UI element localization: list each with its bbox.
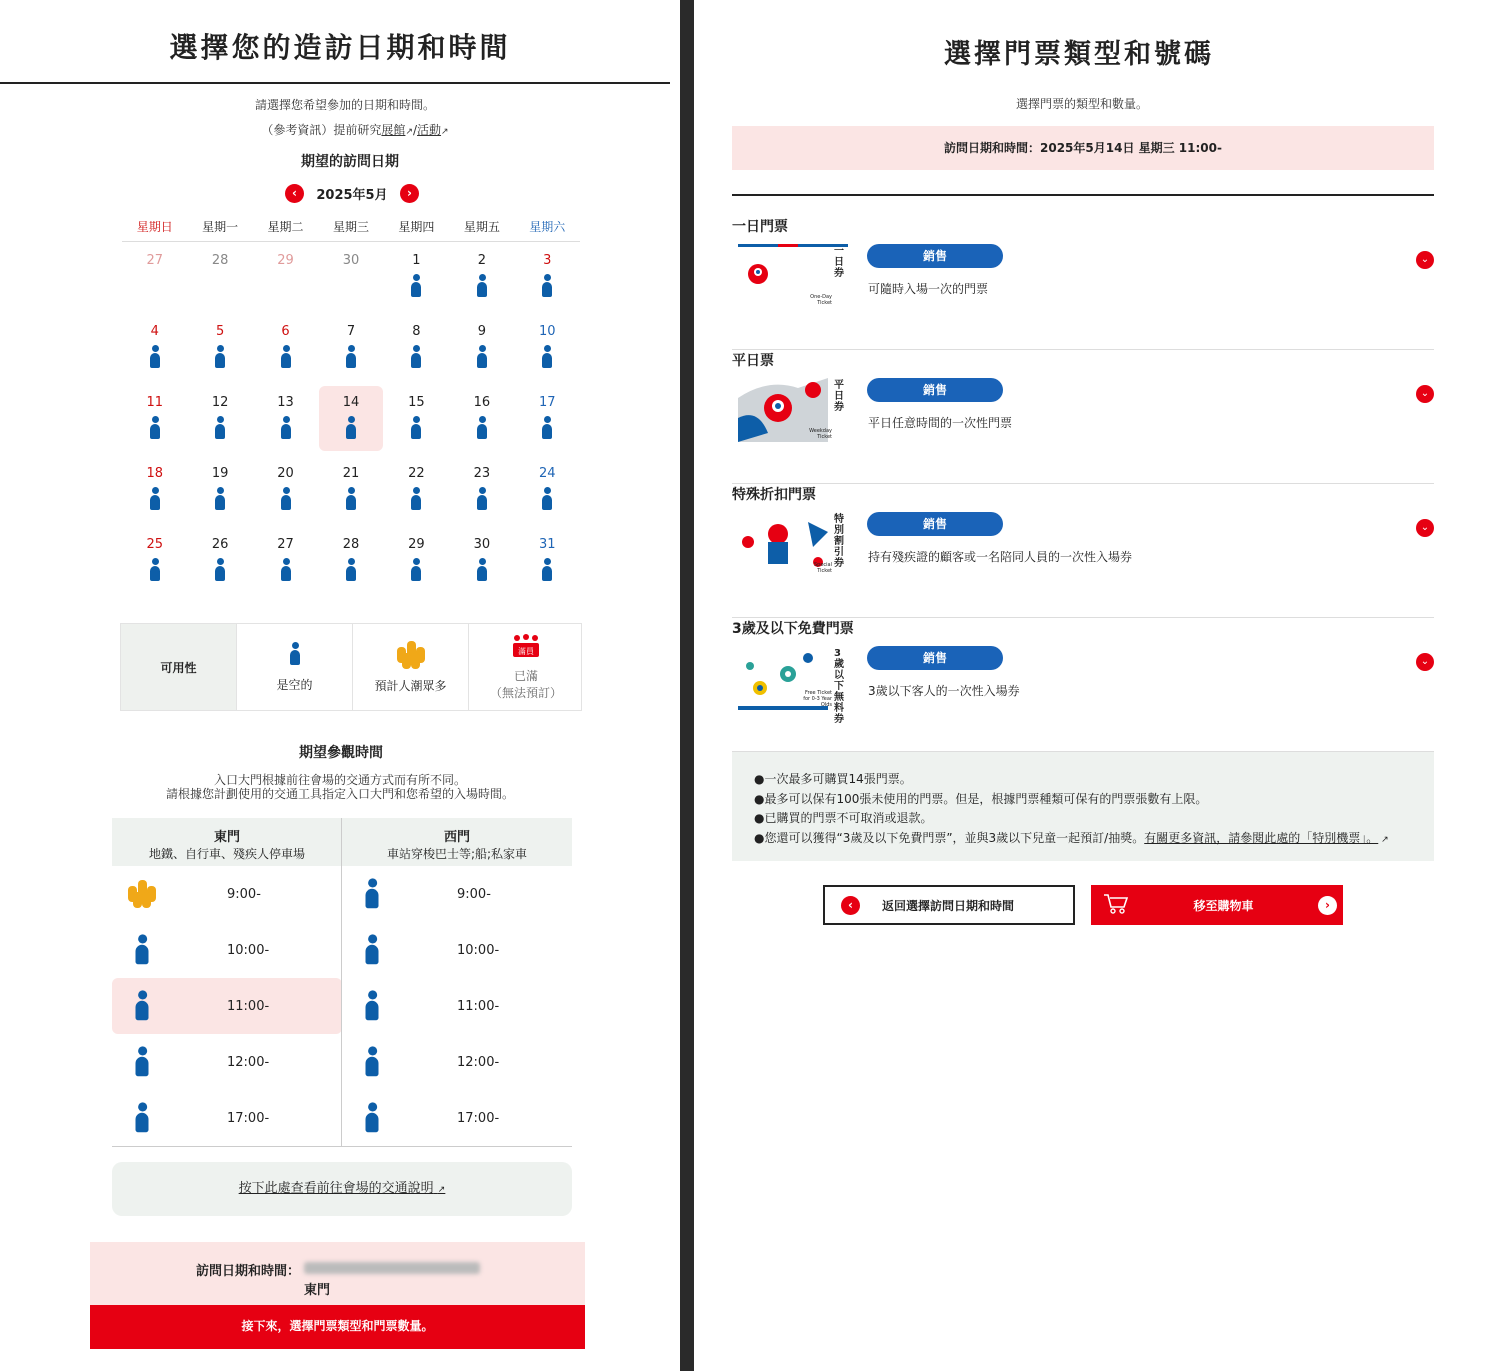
- calendar-day[interactable]: [122, 313, 187, 384]
- external-link-icon: ↗: [1378, 834, 1389, 845]
- time-note-2: 請根據您計劃使用的交通工具指定入口大門和您希望的入場時間。: [165, 787, 514, 801]
- availability-legend: [120, 623, 582, 711]
- calendar-day[interactable]: [384, 313, 449, 384]
- calendar-day[interactable]: [122, 526, 187, 597]
- person-icon: [346, 558, 356, 582]
- time-slot[interactable]: [342, 1034, 572, 1090]
- back-button[interactable]: [823, 885, 1075, 925]
- weekday-6: 星期六: [529, 220, 566, 234]
- title-divider: [0, 82, 670, 84]
- time-slot[interactable]: [112, 978, 342, 1034]
- month-navigation: [285, 182, 419, 204]
- calendar-day[interactable]: [253, 455, 318, 526]
- page-title: 選擇門票類型和號碼: [944, 39, 1214, 70]
- calendar-day[interactable]: [253, 526, 318, 597]
- summary-gate: 東門: [304, 1283, 331, 1298]
- chevron-left-icon: ‹: [841, 896, 860, 915]
- day-number: 22: [408, 466, 425, 481]
- ticket-description: 平日任意時間的一次性門票: [868, 416, 1013, 430]
- person-icon: [150, 416, 160, 440]
- day-number: 24: [539, 466, 556, 481]
- time-label: 12:00-: [457, 1054, 500, 1070]
- calendar-day[interactable]: [515, 242, 580, 313]
- next-step-button[interactable]: 接下來，選擇門票類型和門票數量。: [90, 1305, 585, 1349]
- ticket-image-en: One-Day Ticket: [810, 294, 832, 306]
- person-icon: [215, 558, 225, 582]
- person-icon: [290, 642, 300, 666]
- sale-badge: 銷售: [867, 646, 1003, 670]
- calendar-day[interactable]: [449, 313, 514, 384]
- crowd-icon: [112, 880, 172, 908]
- person-icon: [281, 416, 291, 440]
- time-label: 17:00-: [457, 1110, 500, 1126]
- person-icon: [112, 1106, 172, 1130]
- note-item: ●一次最多可購買14張門票。: [754, 772, 912, 786]
- sale-badge: 銷售: [867, 244, 1003, 268]
- ticket-name: 平日票: [732, 353, 774, 369]
- time-slot[interactable]: [112, 866, 342, 922]
- pavilion-link[interactable]: 展館: [381, 123, 406, 137]
- ticket-image: [738, 512, 848, 576]
- legend-available-label: 是空的: [276, 677, 313, 692]
- ticket-image-label: 3歲以下無料券: [834, 648, 844, 725]
- day-number: 8: [412, 324, 421, 339]
- day-number: 16: [473, 395, 491, 410]
- time-slot[interactable]: [342, 1090, 572, 1146]
- ticket-item[interactable]: [732, 618, 1434, 752]
- external-link-icon: ↗: [405, 127, 413, 137]
- time-label: 10:00-: [457, 942, 500, 958]
- ticket-name: 特殊折扣門票: [732, 487, 816, 503]
- gate-east-name: 東門: [213, 830, 240, 845]
- ticket-name: 一日門票: [732, 219, 788, 235]
- ticket-description: 3歲以下客人的一次性入場券: [868, 684, 1020, 698]
- time-slot[interactable]: [342, 978, 572, 1034]
- person-icon: [477, 487, 487, 511]
- day-number: 23: [473, 466, 491, 481]
- reference-sep: /: [412, 123, 418, 137]
- person-icon: [346, 487, 356, 511]
- page-title: 選擇您的造訪日期和時間: [169, 31, 511, 64]
- gate-east-sub: 地鐵、自行車、殘疾人停車場: [148, 847, 305, 861]
- day-number: 1: [412, 253, 421, 268]
- summary-value-blurred: [304, 1260, 480, 1275]
- ticket-name: 3歲及以下免費門票: [732, 621, 854, 637]
- person-icon: [542, 558, 552, 582]
- person-icon: [342, 1106, 402, 1130]
- day-number: 30: [473, 537, 491, 552]
- ticket-image-en: Free Ticket for 0-3 Year Olds: [803, 690, 832, 708]
- ticket-item[interactable]: [732, 350, 1434, 484]
- date-time-panel: [0, 0, 680, 1371]
- event-link[interactable]: 活動: [417, 123, 442, 137]
- time-label: 9:00-: [457, 886, 491, 902]
- day-number: 10: [539, 324, 556, 339]
- person-icon: [542, 345, 552, 369]
- cart-button[interactable]: [1091, 885, 1343, 925]
- calendar-day[interactable]: [318, 313, 383, 384]
- back-button-label: 返回選擇訪問日期和時間: [882, 898, 1015, 913]
- calendar-day: [253, 242, 318, 313]
- calendar-day[interactable]: [515, 455, 580, 526]
- ticket-image-label: 平日券: [834, 380, 844, 413]
- calendar-day[interactable]: [384, 526, 449, 597]
- next-month-button[interactable]: ›: [400, 184, 419, 203]
- ticket-image-en: Weekday Ticket: [809, 428, 832, 440]
- gate-west-sub: 車站穿梭巴士等;船;私家車: [386, 847, 528, 861]
- chevron-down-icon[interactable]: ⌄: [1416, 653, 1434, 671]
- person-icon: [112, 938, 172, 962]
- time-slot[interactable]: [342, 866, 572, 922]
- day-number: 7: [346, 324, 356, 339]
- crowd-icon: [397, 641, 425, 669]
- intro-text: 選擇門票的類型和數量。: [1015, 97, 1148, 111]
- person-icon: [411, 558, 421, 582]
- person-icon: [342, 882, 402, 906]
- full-badge: 滿員: [518, 647, 534, 656]
- person-icon: [542, 487, 552, 511]
- day-number: 25: [146, 537, 163, 552]
- day-number: 14: [342, 395, 360, 410]
- person-icon: [281, 487, 291, 511]
- calendar-day[interactable]: [515, 313, 580, 384]
- summary-label: 訪問日期和時間：: [196, 1264, 301, 1279]
- day-number: 18: [146, 466, 163, 481]
- time-label: 11:00-: [227, 998, 270, 1014]
- person-icon: [215, 416, 225, 440]
- person-icon: [112, 994, 172, 1018]
- purchase-notes: [732, 752, 1434, 861]
- calendar-day[interactable]: [253, 384, 318, 455]
- legend-header: 可用性: [121, 624, 236, 710]
- day-number: 26: [211, 537, 229, 552]
- day-number: 12: [211, 395, 229, 410]
- day-number: 27: [277, 537, 294, 552]
- day-number: 13: [277, 395, 294, 410]
- person-icon: [477, 558, 487, 582]
- weekday-1: 星期一: [202, 220, 239, 234]
- legend-crowded-label: 預計人潮眾多: [374, 678, 447, 693]
- person-icon: [477, 345, 487, 369]
- person-icon: [342, 1050, 402, 1074]
- day-number: 27: [146, 253, 163, 268]
- ticket-image-en: Special Ticket: [813, 562, 832, 574]
- legend-available: [236, 624, 352, 710]
- calendar-day[interactable]: [384, 242, 449, 313]
- time-slot[interactable]: [342, 922, 572, 978]
- calendar-day: [187, 242, 252, 313]
- calendar-grid: [122, 242, 580, 597]
- ticket-item[interactable]: [732, 216, 1434, 350]
- calendar-day[interactable]: [187, 313, 252, 384]
- time-slot[interactable]: [112, 1034, 342, 1090]
- access-link-label: 按下此處查看前往會場的交通說明: [238, 1181, 434, 1196]
- calendar-day[interactable]: [449, 455, 514, 526]
- weekday-5: 星期五: [463, 220, 500, 234]
- weekday-header: [122, 216, 580, 242]
- gate-east-header: [112, 818, 342, 866]
- calendar-day[interactable]: [253, 313, 318, 384]
- legend-full: [468, 624, 583, 710]
- weekday-3: 星期三: [332, 220, 369, 234]
- ticket-type-panel: [694, 0, 1500, 1371]
- day-number: 6: [281, 324, 290, 339]
- day-number: 29: [408, 537, 425, 552]
- cart-button-label: 移至購物車: [1193, 898, 1254, 913]
- time-slot-table: [112, 818, 572, 1147]
- day-number: 17: [539, 395, 556, 410]
- calendar-day[interactable]: [318, 455, 383, 526]
- gate-header: [112, 818, 572, 866]
- gate-west-name: 西門: [443, 830, 470, 845]
- person-icon: [112, 1050, 172, 1074]
- cart-icon: [1103, 893, 1129, 918]
- calendar-day: [318, 242, 383, 313]
- legend-full-label: 已滿: [513, 669, 538, 683]
- time-label: 12:00-: [227, 1054, 270, 1070]
- calendar-day[interactable]: [319, 386, 382, 451]
- day-number: 4: [150, 324, 159, 339]
- calendar-day[interactable]: [122, 455, 187, 526]
- person-icon: [215, 487, 225, 511]
- calendar-day[interactable]: [187, 384, 252, 455]
- person-icon: [411, 345, 421, 369]
- selection-summary: [90, 1242, 585, 1305]
- person-icon: [281, 345, 291, 369]
- calendar-day[interactable]: [449, 384, 514, 455]
- person-icon: [150, 558, 160, 582]
- person-icon: [346, 345, 356, 369]
- ticket-image: [738, 646, 848, 725]
- note-text: ●您還可以獲得“3歲及以下免費門票”，並與3歲以下兒童一起預訂/抽獎。: [754, 830, 1145, 845]
- note-item: ●已購買的門票不可取消或退款。: [754, 811, 933, 825]
- day-number: 28: [211, 253, 229, 268]
- time-slot[interactable]: [112, 922, 342, 978]
- chevron-down-icon[interactable]: ⌄: [1416, 385, 1434, 403]
- access-info-link[interactable]: [112, 1162, 572, 1216]
- calendar: [122, 216, 580, 597]
- ticket-image: [738, 244, 848, 308]
- person-icon: [281, 558, 291, 582]
- time-slot-rows: [112, 866, 572, 1147]
- reference-prefix: （參考資訊）提前研究: [261, 123, 382, 137]
- person-icon: [411, 274, 421, 298]
- legend-full-note: （無法預訂）: [489, 686, 562, 700]
- calendar-day[interactable]: [449, 526, 514, 597]
- day-number: 28: [342, 537, 360, 552]
- day-number: 21: [342, 466, 360, 481]
- time-label: 17:00-: [227, 1110, 270, 1126]
- time-note-1: 入口大門根據前往會場的交通方式而有所不同。: [213, 773, 466, 787]
- person-icon: [477, 274, 487, 298]
- legend-crowded: [352, 624, 468, 710]
- day-number: 9: [477, 324, 486, 339]
- person-icon: [342, 938, 402, 962]
- time-note: [0, 773, 680, 801]
- external-link-icon: ↗: [441, 127, 449, 137]
- person-icon: [411, 416, 421, 440]
- person-icon: [215, 345, 225, 369]
- sale-badge: 銷售: [867, 378, 1003, 402]
- month-label: 2025年5月: [316, 187, 388, 203]
- weekday-2: 星期二: [267, 220, 304, 234]
- ticket-image: [738, 378, 848, 442]
- calendar-day[interactable]: [515, 526, 580, 597]
- day-number: 3: [543, 253, 552, 268]
- external-link-icon: ↗: [437, 1185, 446, 1195]
- calendar-day[interactable]: [187, 455, 252, 526]
- full-icon: [511, 633, 541, 663]
- gate-west-header: [342, 818, 572, 866]
- date-heading: 期望的訪問日期: [301, 154, 399, 170]
- section-divider: [732, 194, 1434, 196]
- weekday-0: 星期日: [136, 220, 173, 234]
- person-icon: [542, 416, 552, 440]
- intro-text: 請選擇您希望參加的日期和時間。: [254, 98, 435, 112]
- time-label: 10:00-: [227, 942, 270, 958]
- person-icon: [150, 345, 160, 369]
- note-item: [754, 829, 1412, 851]
- person-icon: [346, 416, 356, 440]
- panel-divider: [680, 0, 694, 1371]
- person-icon: [477, 416, 487, 440]
- day-number: 19: [211, 466, 229, 481]
- special-ticket-link[interactable]: 有關更多資訊，請參閱此處的「特別機票」。: [1144, 830, 1379, 845]
- day-number: 5: [215, 324, 225, 339]
- person-icon: [150, 487, 160, 511]
- day-number: 30: [342, 253, 360, 268]
- day-number: 15: [408, 395, 425, 410]
- reference-line: [0, 121, 710, 138]
- ticket-item[interactable]: [732, 484, 1434, 618]
- ticket-image-label: 特別割引券: [834, 514, 844, 569]
- person-icon: [411, 487, 421, 511]
- ticket-image-label: 一日券: [834, 246, 844, 279]
- chevron-down-icon[interactable]: ⌄: [1416, 519, 1434, 537]
- calendar-day[interactable]: [122, 384, 187, 455]
- person-icon: [542, 274, 552, 298]
- calendar-day[interactable]: [187, 526, 252, 597]
- calendar-day: [122, 242, 187, 313]
- ticket-description: 可隨時入場一次的門票: [868, 282, 989, 296]
- chevron-down-icon[interactable]: ⌄: [1416, 251, 1434, 269]
- prev-month-button[interactable]: ‹: [285, 184, 304, 203]
- time-heading: 期望參觀時間: [299, 745, 383, 761]
- day-number: 31: [539, 537, 556, 552]
- day-number: 29: [277, 253, 294, 268]
- calendar-day[interactable]: [449, 242, 514, 313]
- day-number: 11: [146, 395, 163, 410]
- time-label: 11:00-: [457, 998, 500, 1014]
- sale-badge: 銷售: [867, 512, 1003, 536]
- calendar-day[interactable]: [318, 526, 383, 597]
- note-item: ●最多可以保有100張未使用的門票。但是，根據門票種類可保有的門票張數有上限。: [754, 791, 1208, 806]
- time-slot[interactable]: [112, 1090, 342, 1146]
- chevron-right-icon: ›: [1318, 896, 1337, 915]
- day-number: 20: [277, 466, 294, 481]
- ticket-description: 持有殘疾證的顧客或一名陪同人員的一次性入場券: [868, 550, 1133, 564]
- visit-info-banner: 訪問日期和時間：2025年5月14日 星期三 11:00-: [732, 126, 1434, 170]
- day-number: 2: [477, 253, 486, 268]
- weekday-4: 星期四: [398, 220, 435, 234]
- calendar-day[interactable]: [384, 455, 449, 526]
- person-icon: [342, 994, 402, 1018]
- calendar-day[interactable]: [515, 384, 580, 455]
- calendar-day[interactable]: [384, 384, 449, 455]
- time-label: 9:00-: [227, 886, 261, 902]
